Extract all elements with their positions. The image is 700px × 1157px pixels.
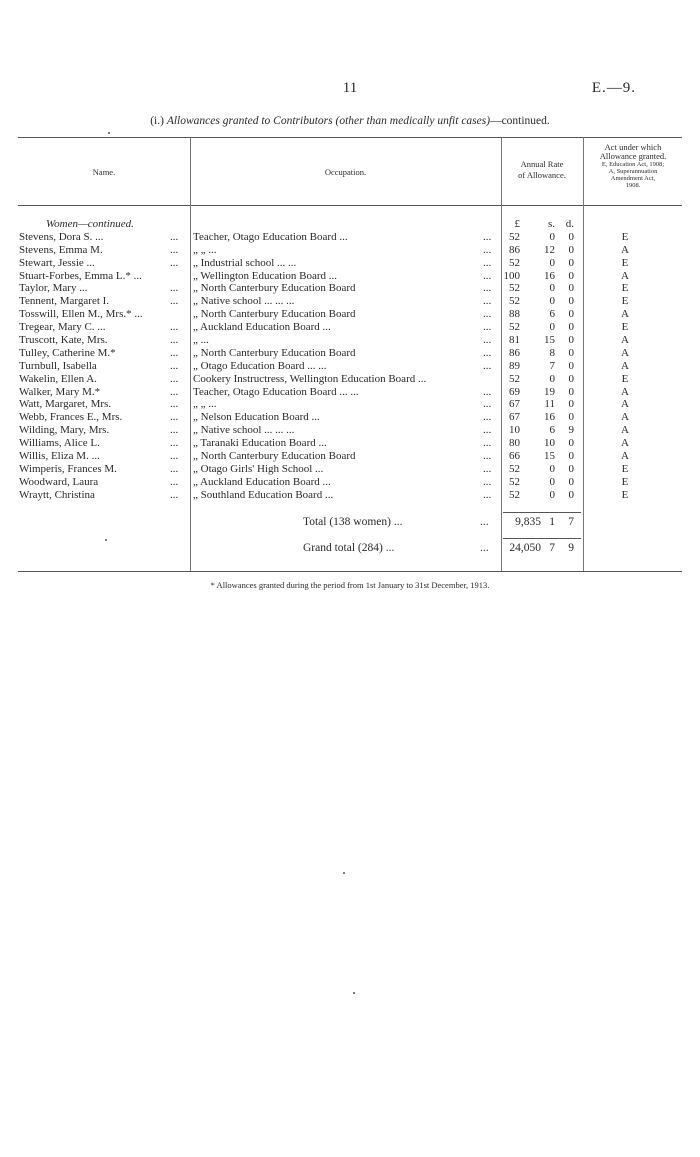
act-code: E	[621, 475, 629, 488]
occupation: „ Nelson Education Board ...	[193, 411, 320, 424]
name-leader-dots: ...	[170, 256, 179, 269]
total-women-dots: ...	[480, 516, 489, 528]
name-leader-dots: ...	[170, 450, 179, 463]
occupation: „ North Canterbury Education Board	[193, 308, 356, 321]
occupation-leader-dots: ...	[483, 398, 492, 411]
act-code: A	[621, 424, 629, 437]
caption-prefix: (i.)	[150, 115, 167, 127]
allowance-pence: 0	[568, 334, 574, 347]
table-row	[0, 295, 700, 308]
occupation-leader-dots: ...	[483, 230, 492, 243]
occupation: „ Auckland Education Board ...	[193, 475, 331, 488]
act-code: A	[621, 243, 629, 256]
header-name: Name.	[92, 167, 116, 177]
occupation-leader-dots: ...	[483, 256, 492, 269]
allowance-shillings: 6	[549, 308, 555, 321]
allowee-name: Tennent, Margaret I.	[19, 295, 110, 308]
occupation: „ Wellington Education Board ...	[193, 269, 338, 282]
name-leader-dots: ...	[170, 282, 179, 295]
allowee-name: Stevens, Emma M.	[19, 243, 103, 256]
act-code: E	[621, 295, 629, 308]
occupation: „ „ ...	[193, 243, 217, 256]
allowance-pence: 0	[568, 385, 574, 398]
allowance-shillings: 16	[544, 269, 555, 282]
name-leader-dots: ...	[170, 424, 179, 437]
name-leader-dots: ...	[170, 385, 179, 398]
allowance-pence: 0	[568, 321, 574, 334]
occupation: „ North Canterbury Education Board	[193, 346, 356, 359]
total-women-shillings: 1	[549, 516, 555, 528]
header-rate-line1: Annual Rate	[520, 159, 564, 169]
occupation-leader-dots: ...	[483, 359, 492, 372]
allowance-pounds: 52	[509, 282, 520, 295]
table-row	[0, 398, 700, 411]
allowance-shillings: 0	[549, 462, 555, 475]
allowance-pounds: 66	[509, 450, 520, 463]
name-leader-dots: ...	[170, 230, 179, 243]
allowee-name: Woodward, Laura	[19, 475, 99, 488]
table-row	[0, 244, 700, 257]
name-leader-dots: ...	[170, 398, 179, 411]
allowance-pence: 0	[568, 450, 574, 463]
allowance-pounds: 52	[509, 488, 520, 501]
total-women-label: Total (138 women) ...	[303, 516, 403, 528]
allowance-pence: 9	[568, 424, 574, 437]
allowance-pence: 0	[568, 475, 574, 488]
act-code: A	[621, 385, 629, 398]
subtotal-rule	[503, 512, 581, 513]
table-row	[0, 231, 700, 244]
allowance-shillings: 0	[549, 295, 555, 308]
allowee-name: Tulley, Catherine M.*	[19, 346, 116, 359]
grand-total-dots: ...	[480, 542, 489, 554]
allowance-shillings: 0	[549, 372, 555, 385]
allowance-pounds: 69	[509, 385, 520, 398]
allowee-name: Stuart-Forbes, Emma L.* ...	[19, 269, 142, 282]
header-act	[584, 143, 682, 189]
table-row	[0, 489, 700, 502]
name-leader-dots: ...	[170, 462, 179, 475]
allowance-shillings: 0	[549, 488, 555, 501]
table-row	[0, 321, 700, 334]
table-row	[0, 360, 700, 373]
act-code: A	[621, 450, 629, 463]
occupation-leader-dots: ...	[483, 385, 492, 398]
allowee-name: Willis, Eliza M. ...	[19, 450, 100, 463]
grand-total-rule	[503, 538, 581, 539]
grand-total-pounds: 24,050	[509, 542, 541, 554]
allowance-shillings: 11	[544, 398, 555, 411]
name-leader-dots: ...	[170, 334, 179, 347]
occupation: Teacher, Otago Education Board ... ...	[193, 385, 359, 398]
table-caption	[0, 115, 700, 127]
header-act-line4: A, Superannuation	[608, 168, 658, 175]
table-row	[0, 373, 700, 386]
section-heading: Women—continued.	[46, 218, 134, 230]
occupation-leader-dots: ...	[483, 488, 492, 501]
allowance-pence: 0	[568, 488, 574, 501]
occupation: „ „ ...	[193, 398, 217, 411]
occupation-leader-dots: ...	[483, 462, 492, 475]
name-leader-dots: ...	[170, 372, 179, 385]
currency-shillings-label: s.	[547, 218, 555, 230]
allowance-pounds: 52	[509, 295, 520, 308]
allowance-pounds: 88	[509, 308, 520, 321]
print-speck	[353, 992, 355, 994]
table-row	[0, 282, 700, 295]
act-code: A	[621, 269, 629, 282]
table-row	[0, 347, 700, 360]
allowance-shillings: 0	[549, 321, 555, 334]
allowance-pence: 0	[568, 269, 574, 282]
header-act-line1: Act under which	[604, 142, 662, 152]
print-speck	[108, 132, 110, 134]
allowee-name: Wakelin, Ellen A.	[19, 372, 97, 385]
occupation: „ Taranaki Education Board ...	[193, 437, 327, 450]
act-code: E	[621, 462, 629, 475]
allowance-shillings: 12	[544, 243, 555, 256]
allowance-pounds: 52	[509, 321, 520, 334]
allowance-pounds: 52	[509, 462, 520, 475]
name-leader-dots: ...	[170, 295, 179, 308]
act-code: E	[621, 230, 629, 243]
allowance-shillings: 8	[549, 346, 555, 359]
occupation: „ Southland Education Board ...	[193, 488, 334, 501]
total-women-pounds: 9,835	[515, 516, 541, 528]
allowance-pounds: 100	[503, 269, 520, 282]
allowee-name: Wimperis, Frances M.	[19, 462, 117, 475]
act-code: A	[621, 411, 629, 424]
name-leader-dots: ...	[170, 321, 179, 334]
table-row	[0, 476, 700, 489]
table-row	[0, 270, 700, 283]
allowee-name: Walker, Mary M.*	[19, 385, 101, 398]
allowance-pence: 0	[568, 308, 574, 321]
occupation: „ Otago Education Board ... ...	[193, 359, 327, 372]
table-row	[0, 463, 700, 476]
act-code: A	[621, 334, 629, 347]
allowance-shillings: 0	[549, 282, 555, 295]
header-act-line5: Amendment Act,	[610, 175, 656, 182]
allowance-shillings: 0	[549, 475, 555, 488]
allowance-pence: 0	[568, 230, 574, 243]
occupation-leader-dots: ...	[483, 243, 492, 256]
allowance-shillings: 0	[549, 256, 555, 269]
page-reference: E.—9.	[591, 80, 636, 96]
allowance-pence: 0	[568, 346, 574, 359]
table-body	[0, 218, 700, 502]
occupation-leader-dots: ...	[483, 334, 492, 347]
caption-suffix: —continued.	[490, 115, 550, 127]
occupation: „ North Canterbury Education Board	[193, 282, 356, 295]
table-row	[0, 411, 700, 424]
print-speck	[105, 539, 107, 541]
allowee-name: Wilding, Mary, Mrs.	[19, 424, 110, 437]
allowance-shillings: 19	[544, 385, 555, 398]
occupation: „ Auckland Education Board ...	[193, 321, 331, 334]
act-code: E	[621, 282, 629, 295]
allowance-pounds: 52	[509, 372, 520, 385]
header-act-line2: Allowance granted.	[599, 151, 667, 161]
allowance-pounds: 86	[509, 243, 520, 256]
allowance-pence: 0	[568, 372, 574, 385]
header-occupation: Occupation.	[324, 167, 367, 177]
allowance-shillings: 15	[544, 334, 555, 347]
grand-total-label: Grand total (284) ...	[303, 542, 395, 554]
name-leader-dots: ...	[170, 411, 179, 424]
occupation-leader-dots: ...	[483, 411, 492, 424]
occupation-leader-dots: ...	[483, 269, 492, 282]
table-row	[0, 257, 700, 270]
allowee-name: Williams, Alice L.	[19, 437, 100, 450]
caption-title: Allowances granted to Contributors (other than medically unfit cases)	[166, 115, 491, 127]
occupation: Cookery Instructress, Wellington Education Board ...	[193, 372, 427, 385]
allowee-name: Tosswill, Ellen M., Mrs.* ...	[19, 308, 143, 321]
allowance-shillings: 6	[549, 424, 555, 437]
total-women-pence: 7	[568, 516, 574, 528]
allowance-pounds: 67	[509, 398, 520, 411]
allowee-name: Tregear, Mary C. ...	[19, 321, 106, 334]
act-code: E	[621, 321, 629, 334]
name-leader-dots: ...	[170, 359, 179, 372]
header-act-line3: E, Education Act, 1908;	[601, 161, 665, 168]
allowee-name: Taylor, Mary ...	[19, 282, 88, 295]
allowance-pence: 0	[568, 398, 574, 411]
table-row	[0, 424, 700, 437]
act-code: A	[621, 398, 629, 411]
allowance-pounds: 80	[509, 437, 520, 450]
act-code: E	[621, 256, 629, 269]
act-code: E	[621, 372, 629, 385]
allowee-name: Turnbull, Isabella	[19, 359, 97, 372]
allowance-shillings: 7	[549, 359, 555, 372]
table-row	[0, 386, 700, 399]
act-code: A	[621, 308, 629, 321]
table-row	[0, 334, 700, 347]
allowee-name: Stevens, Dora S. ...	[19, 230, 104, 243]
grand-total-pence: 9	[568, 542, 574, 554]
allowance-pounds: 52	[509, 475, 520, 488]
header-act-line6: 1908.	[625, 182, 641, 189]
allowee-name: Truscott, Kate, Mrs.	[19, 334, 108, 347]
table-row	[0, 308, 700, 321]
act-code: A	[621, 437, 629, 450]
allowance-pounds: 81	[509, 334, 520, 347]
allowance-pence: 0	[568, 243, 574, 256]
allowance-shillings: 10	[544, 437, 555, 450]
occupation-leader-dots: ...	[483, 437, 492, 450]
allowance-pence: 0	[568, 256, 574, 269]
occupation: „ Native school ... ... ...	[193, 295, 295, 308]
occupation-leader-dots: ...	[483, 450, 492, 463]
grand-total-shillings: 7	[549, 542, 555, 554]
header-rate	[501, 159, 583, 181]
print-speck	[343, 872, 345, 874]
allowance-pence: 0	[568, 295, 574, 308]
name-leader-dots: ...	[170, 346, 179, 359]
act-code: E	[621, 488, 629, 501]
allowance-shillings: 0	[549, 230, 555, 243]
name-leader-dots: ...	[170, 437, 179, 450]
page-number: 11	[342, 80, 358, 96]
occupation: Teacher, Otago Education Board ...	[193, 230, 348, 243]
allowance-pounds: 86	[509, 346, 520, 359]
allowance-pounds: 89	[509, 359, 520, 372]
name-leader-dots: ...	[170, 488, 179, 501]
act-code: A	[621, 346, 629, 359]
allowance-shillings: 15	[544, 450, 555, 463]
allowance-pounds: 10	[509, 424, 520, 437]
allowee-name: Webb, Frances E., Mrs.	[19, 411, 123, 424]
allowance-pounds: 52	[509, 230, 520, 243]
name-leader-dots: ...	[170, 475, 179, 488]
footnote: * Allowances granted during the period from 1st January to 31st December, 1913.	[210, 580, 490, 590]
allowance-shillings: 16	[544, 411, 555, 424]
occupation: „ North Canterbury Education Board	[193, 450, 356, 463]
occupation-leader-dots: ...	[483, 295, 492, 308]
allowance-pence: 0	[568, 411, 574, 424]
name-leader-dots: ...	[170, 243, 179, 256]
currency-pence-label: d.	[565, 218, 574, 230]
act-code: A	[621, 359, 629, 372]
allowance-pence: 0	[568, 437, 574, 450]
table-bottom-rule	[18, 571, 682, 572]
allowance-pounds: 52	[509, 256, 520, 269]
allowance-pounds: 67	[509, 411, 520, 424]
allowance-pence: 0	[568, 282, 574, 295]
occupation-leader-dots: ...	[483, 308, 492, 321]
allowee-name: Wraytt, Christina	[19, 488, 95, 501]
allowee-name: Watt, Margaret, Mrs.	[19, 398, 112, 411]
currency-pounds-label: £	[514, 218, 520, 230]
occupation: „ ...	[193, 334, 209, 347]
allowee-name: Stewart, Jessie ...	[19, 256, 95, 269]
occupation-leader-dots: ...	[483, 321, 492, 334]
occupation-leader-dots: ...	[483, 424, 492, 437]
header-rate-line2: of Allowance.	[518, 170, 566, 180]
occupation: „ Native school ... ... ...	[193, 424, 295, 437]
allowance-pence: 0	[568, 359, 574, 372]
occupation-leader-dots: ...	[483, 475, 492, 488]
occupation-leader-dots: ...	[483, 282, 492, 295]
table-row	[0, 450, 700, 463]
table-row	[0, 437, 700, 450]
allowance-pence: 0	[568, 462, 574, 475]
occupation: „ Industrial school ... ...	[193, 256, 297, 269]
occupation-leader-dots: ...	[483, 346, 492, 359]
section-heading-row	[0, 218, 700, 231]
occupation: „ Otago Girls' High School ...	[193, 462, 324, 475]
